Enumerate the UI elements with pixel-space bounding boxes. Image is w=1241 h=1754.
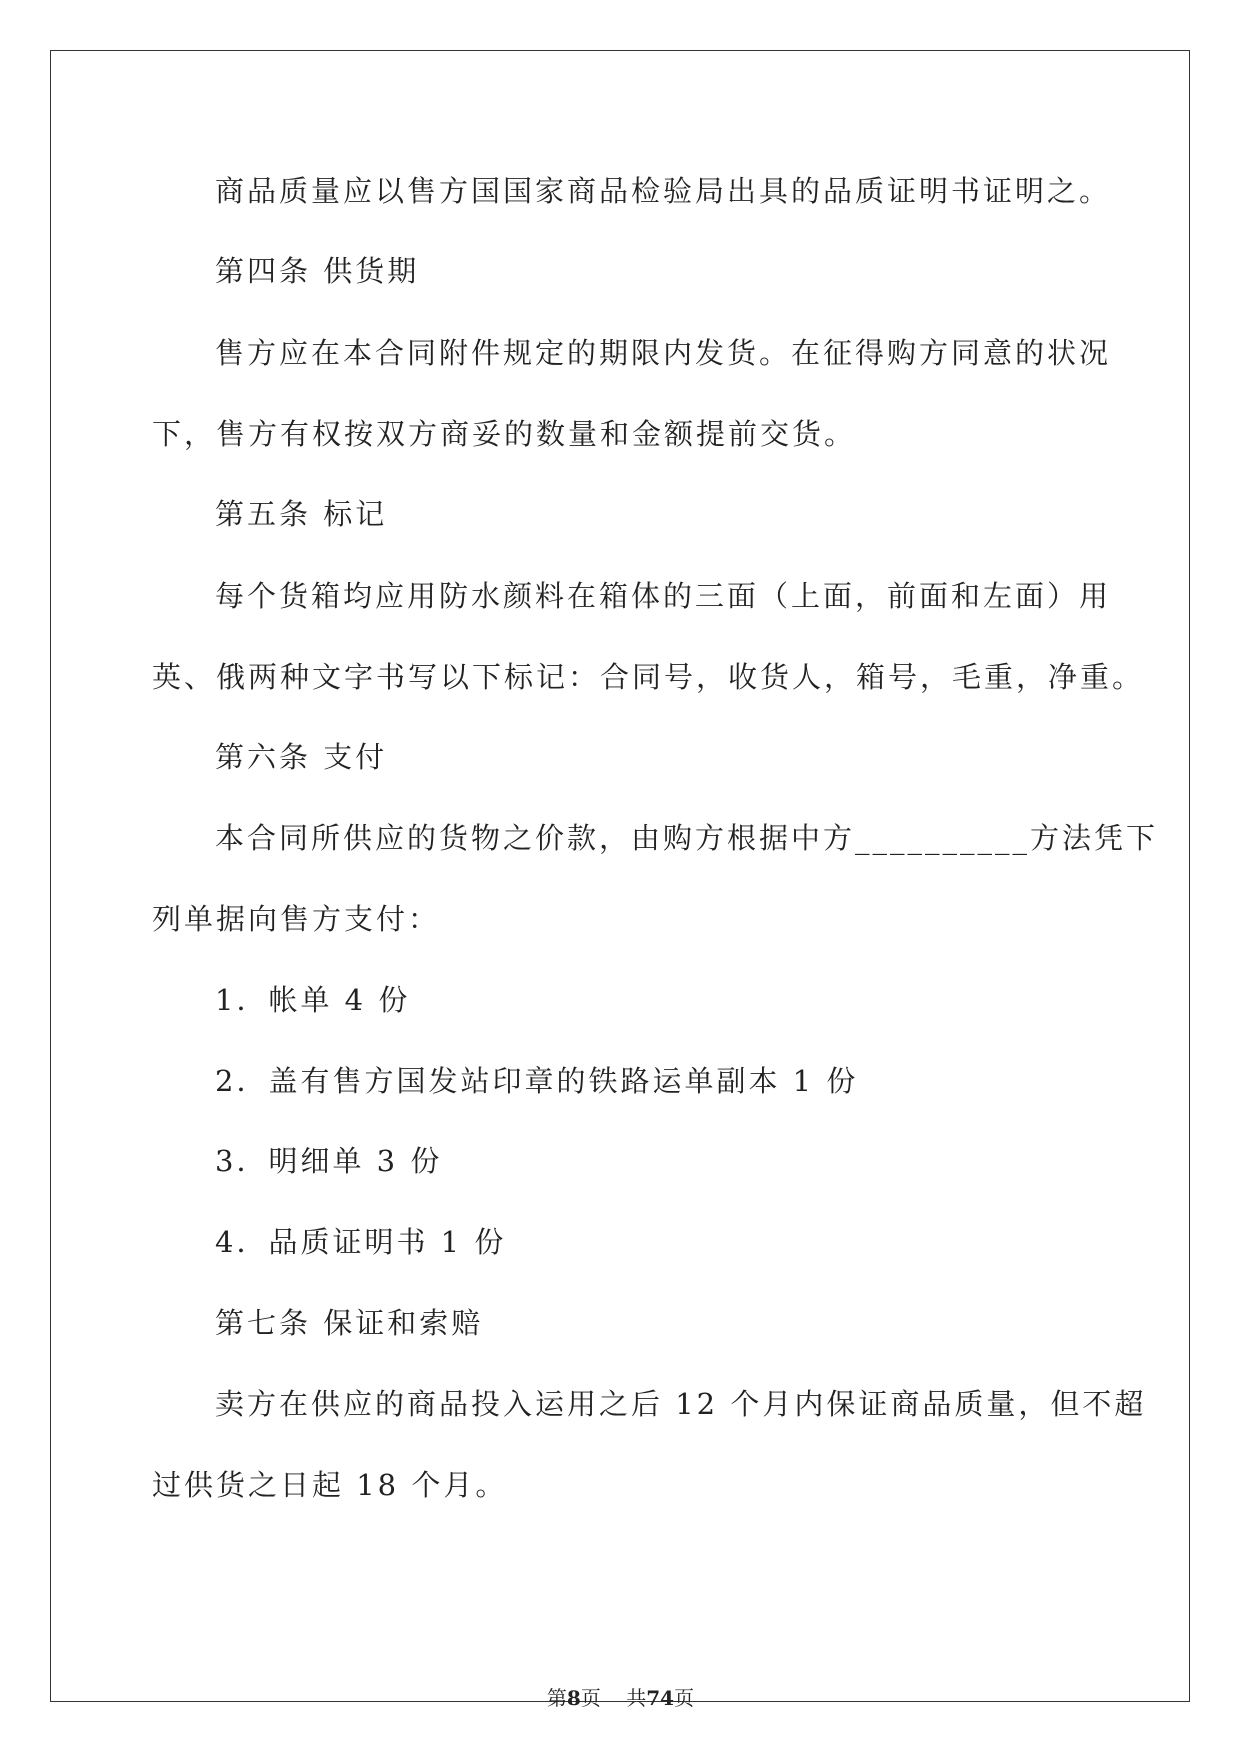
page-frame — [50, 50, 1190, 1702]
body-line-9: 本合同所供应的货物之价款，由购方根据中方__________方法凭下 — [215, 821, 1159, 855]
list-item-3: 3．明细单 3 份 — [215, 1144, 443, 1178]
body-line-17: 过供货之日起 18 个月。 — [152, 1468, 508, 1502]
list-item-2: 2．盖有售方国发站印章的铁路运单副本 1 份 — [215, 1064, 859, 1098]
body-line-6: 每个货箱均应用防水颜料在箱体的三面（上面，前面和左面）用 — [215, 579, 1112, 613]
body-line-16: 卖方在供应的商品投入运用之后 12 个月内保证商品质量，但不超 — [215, 1387, 1147, 1421]
page-suffix: 页 — [580, 1686, 601, 1710]
page-total: 74 — [646, 1686, 675, 1710]
body-line-4: 下，售方有权按双方商妥的数量和金额提前交货。 — [152, 417, 857, 451]
body-line-7: 英、俄两种文字书写以下标记：合同号，收货人，箱号，毛重，净重。 — [152, 660, 1145, 694]
article-heading-5: 第五条 标记 — [215, 497, 388, 531]
article-heading-6: 第六条 支付 — [215, 740, 388, 774]
total-prefix: 共 — [626, 1686, 647, 1710]
total-suffix: 页 — [674, 1686, 695, 1710]
page-prefix: 第 — [546, 1686, 567, 1710]
body-line-1: 商品质量应以售方国国家商品检验局出具的品质证明书证明之。 — [215, 174, 1112, 208]
article-heading-7: 第七条 保证和索赔 — [215, 1306, 484, 1340]
page-footer — [0, 1685, 1241, 1711]
body-line-3: 售方应在本合同附件规定的期限内发货。在征得购方同意的状况 — [215, 336, 1112, 370]
article-heading-4: 第四条 供货期 — [215, 254, 420, 288]
page-current: 8 — [566, 1686, 581, 1710]
body-line-10: 列单据向售方支付： — [152, 902, 441, 936]
list-item-1: 1．帐单 4 份 — [215, 983, 411, 1017]
list-item-4: 4．品质证明书 1 份 — [215, 1225, 507, 1259]
